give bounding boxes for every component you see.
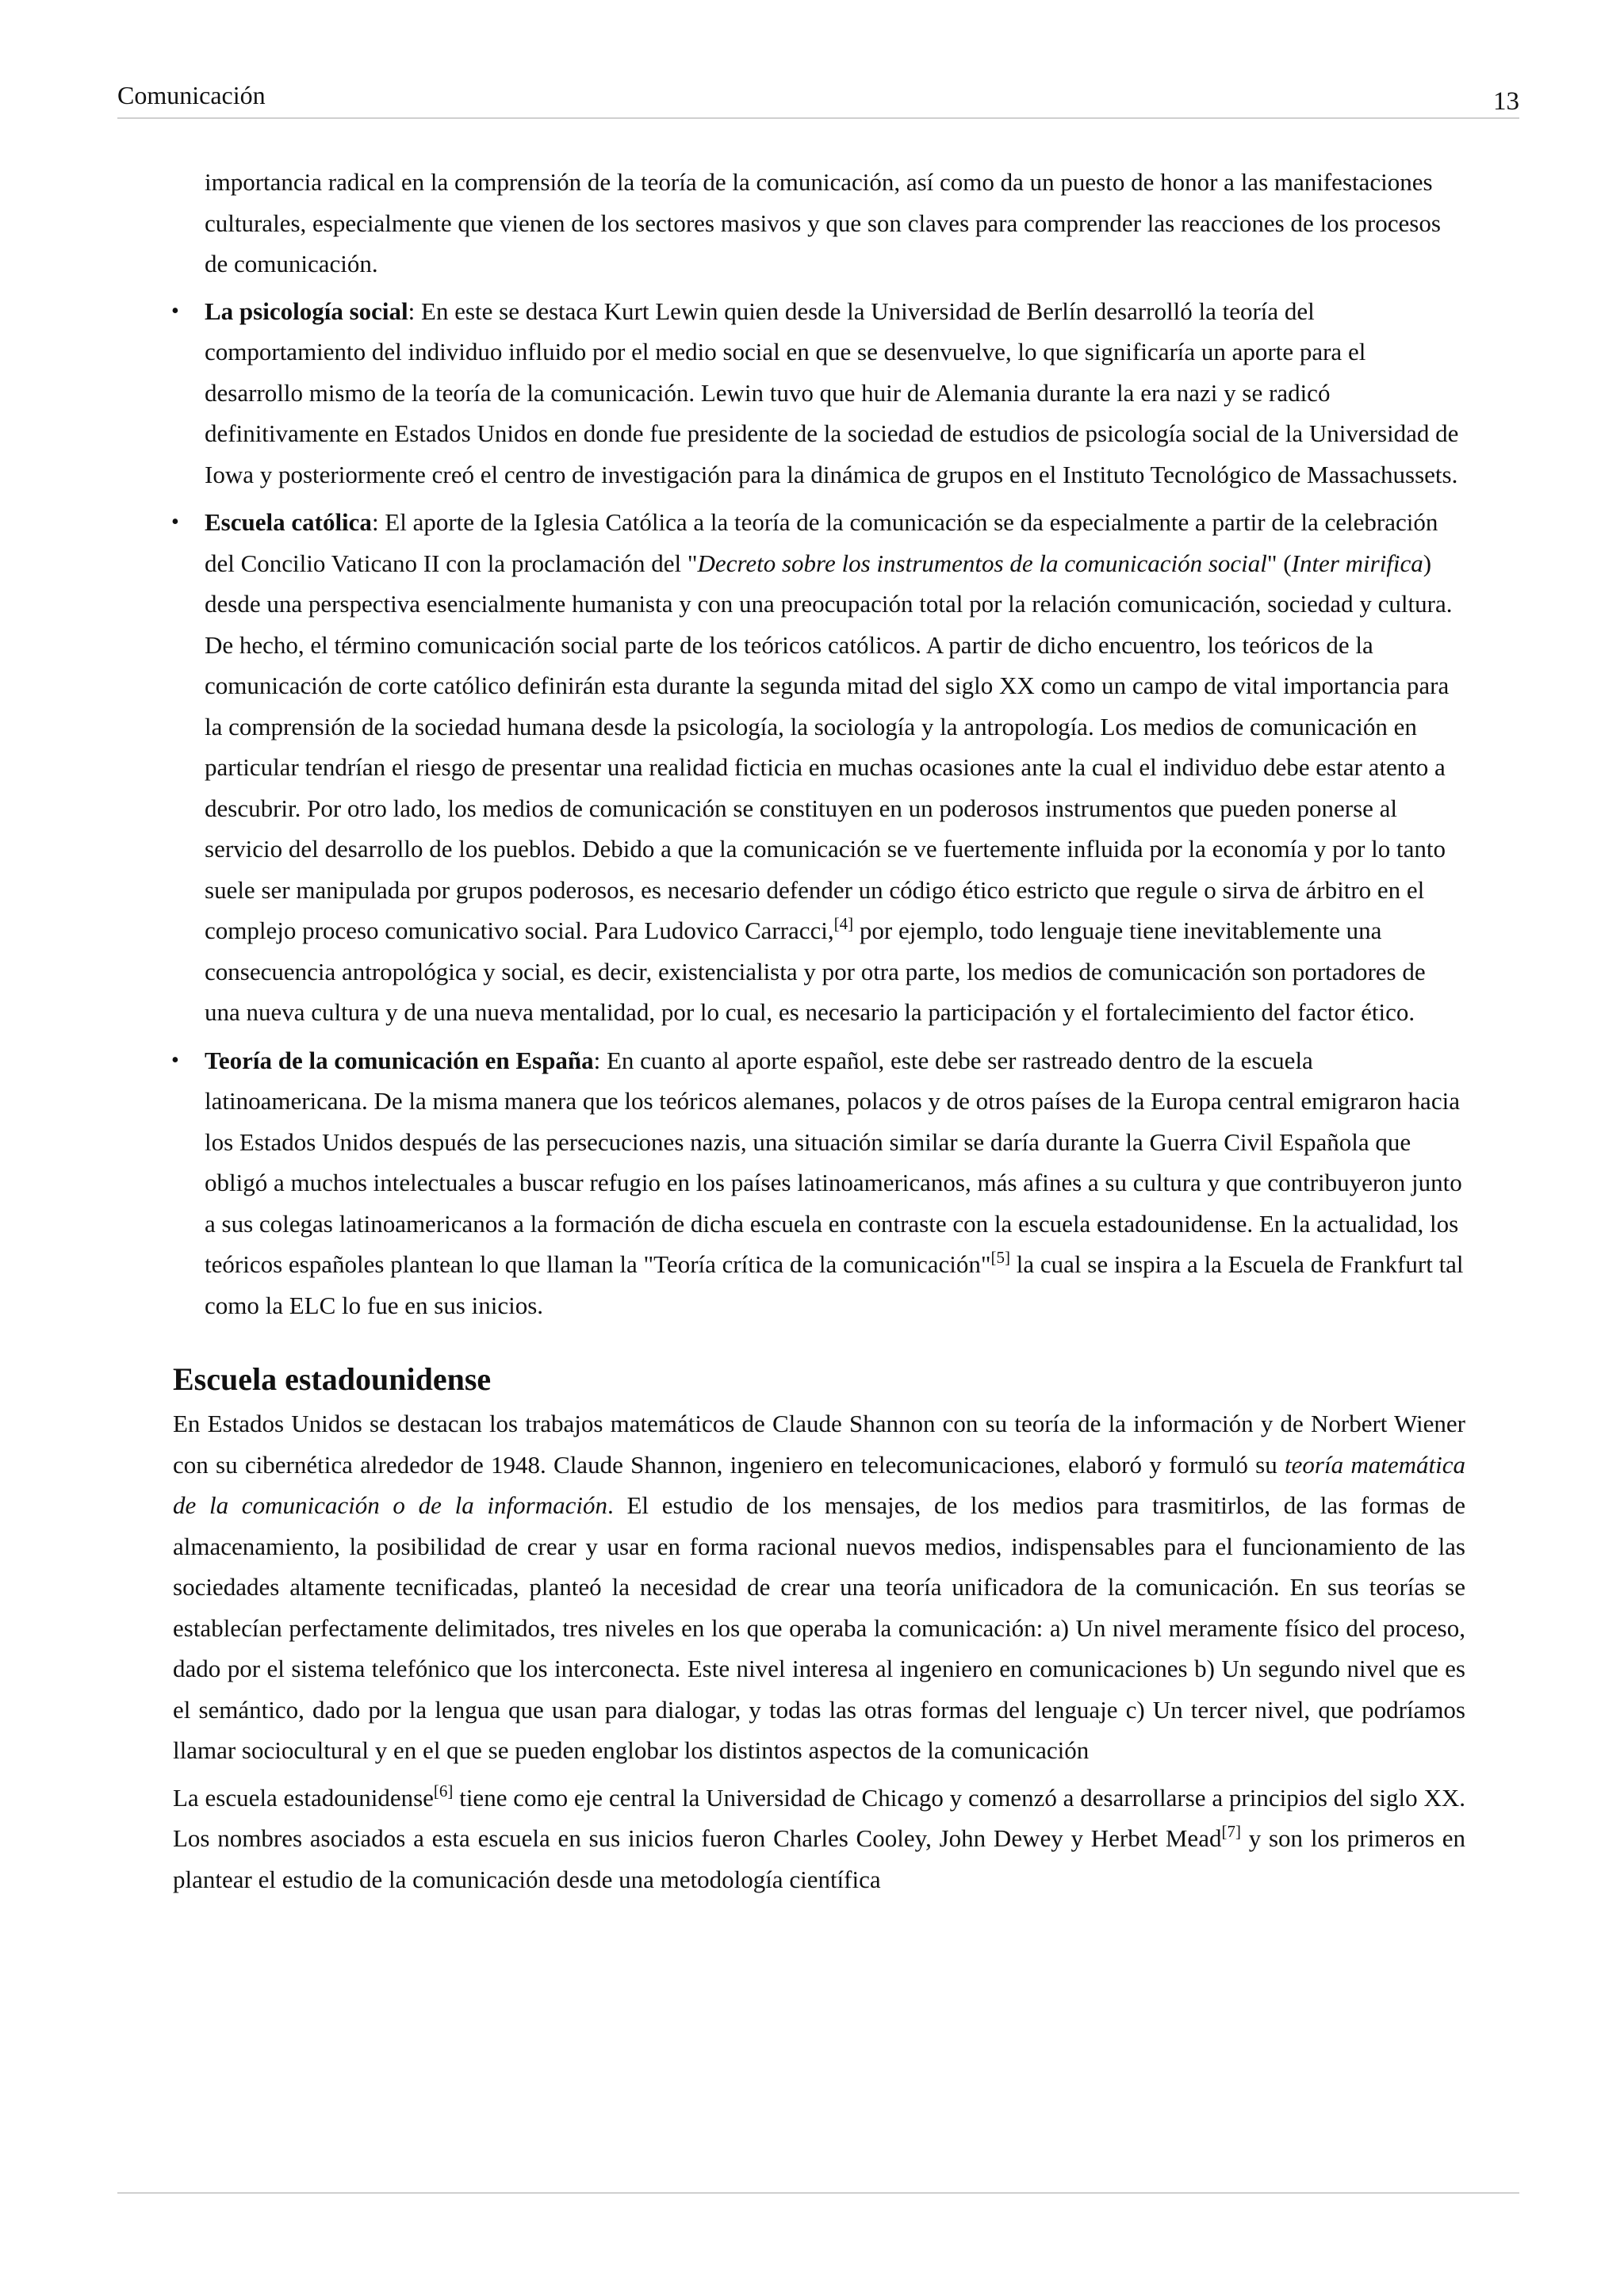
list-item-escuela-catolica	[117, 502, 1465, 1033]
reference-link-5[interactable]: [5]	[990, 1248, 1010, 1267]
reference-link-7[interactable]: [7]	[1221, 1822, 1241, 1841]
bullet-marker: •	[171, 298, 179, 323]
bullet-marker: •	[171, 1047, 179, 1073]
list-item-comunicacion-espana	[117, 1040, 1465, 1326]
term-comunicacion-espana: Teoría de la comunicación en España	[205, 1046, 594, 1074]
italic-phrase: teoría matemática de la comunicación o de la información	[173, 1450, 1465, 1519]
list-item-text: la cual se inspira a la Escuela de Frankfurt tal como la ELC lo fue en sus inicios.	[205, 1250, 1464, 1319]
latin-title: Inter mirifica	[1291, 549, 1423, 577]
list-item-text: : El aporte de la Iglesia Católica a la teoría de la comunicación se da especialmente a partir de la celebración del Concilio Vaticano II con la proclamación del "	[205, 508, 1438, 577]
page-content	[117, 162, 1465, 1900]
paragraph-text: La escuela estadounidense	[173, 1783, 434, 1812]
body-paragraph-2	[173, 1777, 1465, 1900]
page-number: 13	[1493, 87, 1519, 116]
list-item-psicologia-social	[117, 291, 1465, 496]
paragraph-text: . El estudio de los mensajes, de los medios para trasmitirlos, de las formas de almacenamiento, la posibilidad de crear y usar en forma racional nuevos medios, indispensables para el funcionamiento de las sociedades altamente tecnificadas, planteó la necesidad de crear una teoría unificadora de la comunicación. En sus teorías se establecían perfectamente delimitados, tres niveles en los que operaba la comunicación: a) Un nivel meramente físico del proceso, dado por el sistema telefónico que los interconecta. Este nivel interesa al ingeniero en comunicaciones b) Un segundo nivel que es el semántico, dado por la lengua que usan para dialogar, y todas las otras formas del lenguaje c) Un tercer nivel, que podríamos llamar sociocultural y en el que se pueden englobar los distintos aspectos de la comunicación	[173, 1491, 1465, 1764]
paragraph-text: y son los primeros en plantear el estudio de la comunicación desde una metodología científica	[173, 1824, 1465, 1893]
section-heading: Escuela estadounidense	[173, 1361, 492, 1397]
reference-link-6[interactable]: [6]	[433, 1781, 454, 1800]
list-item-text: " (	[1266, 549, 1292, 577]
list-item-text: por ejemplo, todo lenguaje tiene inevitablemente una consecuencia antropológica y social, es decir, existencialista y por otra parte, los medios de comunicación son portadores de una nueva cultura y de una nueva mentalidad, por lo cual, es necesario la participación y el fortalecimiento del factor ético.	[205, 916, 1426, 1026]
term-psicologia-social: La psicología social	[205, 297, 408, 325]
reference-link-4[interactable]: [4]	[833, 914, 854, 933]
decree-title: Decreto sobre los instrumentos de la comunicación social	[697, 549, 1267, 577]
bullet-list	[117, 291, 1465, 1326]
paragraph-text: En Estados Unidos se destacan los trabajos matemáticos de Claude Shannon con su teoría de la información y de Norbert Wiener con su cibernética alrededor de 1948. Claude Shannon, ingeniero en telecomunicaciones, elaboró y formuló su	[173, 1410, 1465, 1479]
paragraph-text: tiene como eje central la Universidad de Chicago y comenzó a desarrollarse a principios del siglo XX. Los nombres asociados a esta escuela en sus inicios fueron Charles Cooley, John Dewey y Herbet Mead	[173, 1783, 1465, 1852]
bullet-marker: •	[171, 510, 179, 534]
body-paragraph-1	[173, 1403, 1465, 1771]
list-item-text: : En este se destaca Kurt Lewin quien desde la Universidad de Berlín desarrolló la teoría del comportamiento del individuo influido por el medio social en que se desenvuelve, lo que significaría un aporte para el desarrollo mismo de la teoría de la comunicación. Lewin tuvo que huir de Alemania durante la era nazi y se radicó definitivamente en Estados Unidos en donde fue presidente de la sociedad de estudios de psicología social de la Universidad de Iowa y posteriormente creó el centro de investigación para la dinámica de grupos en el Instituto Tecnológico de Massachussets.	[205, 297, 1459, 488]
continued-paragraph: importancia radical en la comprensión de la teoría de la comunicación, así como da un puesto de honor a las manifestaciones culturales, especialmente que vienen de los sectores masivos y que son claves para comprender las reacciones de los procesos de comunicación.	[205, 168, 1441, 277]
list-item-text: ) desde una perspectiva esencialmente humanista y con una preocupación total por la relación comunicación, sociedad y cultura. De hecho, el término comunicación social parte de los teóricos católicos. A partir de dicho encuentro, los teóricos de la comunicación de corte católico definirán esta durante la segunda mitad del siglo XX como un campo de vital importancia para la comprensión de la sociedad humana desde la psicología, la sociología y la antropología. Los medios de comunicación en particular tendrían el riesgo de presentar una realidad ficticia en muchas ocasiones ante la cual el individuo debe estar atento a descubrir. Por otro lado, los medios de comunicación se constituyen en un poderosos instrumentos que pueden ponerse al servicio del desarrollo de los pueblos. Debido a que la comunicación se ve fuertemente influida por la economía y por lo tanto suele ser manipulada por grupos poderosos, es necesario defender un código ético estricto que regule o sirva de árbitro en el complejo proceso comunicativo social. Para Ludovico Carracci,	[205, 549, 1453, 944]
running-header-title: Comunicación	[117, 81, 266, 109]
term-escuela-catolica: Escuela católica	[205, 508, 372, 536]
list-item-text: : En cuanto al aporte español, este debe ser rastreado dentro de la escuela latinoamericana. De la misma manera que los teóricos alemanes, polacos y de otros países de la Europa central emigraron hacia los Estados Unidos después de las persecuciones nazis, una situación similar se daría durante la Guerra Civil Española que obligó a muchos intelectuales a buscar refugio en los países latinoamericanos, más afines a su cultura y que contribuyeron junto a sus colegas latinoamericanos a la formación de dicha escuela en contraste con la escuela estadounidense. En la actualidad, los teóricos españoles plantean lo que llaman la "Teoría crítica de la comunicación"	[205, 1046, 1462, 1278]
footer-divider	[117, 2192, 1519, 2194]
running-header	[117, 76, 1519, 119]
